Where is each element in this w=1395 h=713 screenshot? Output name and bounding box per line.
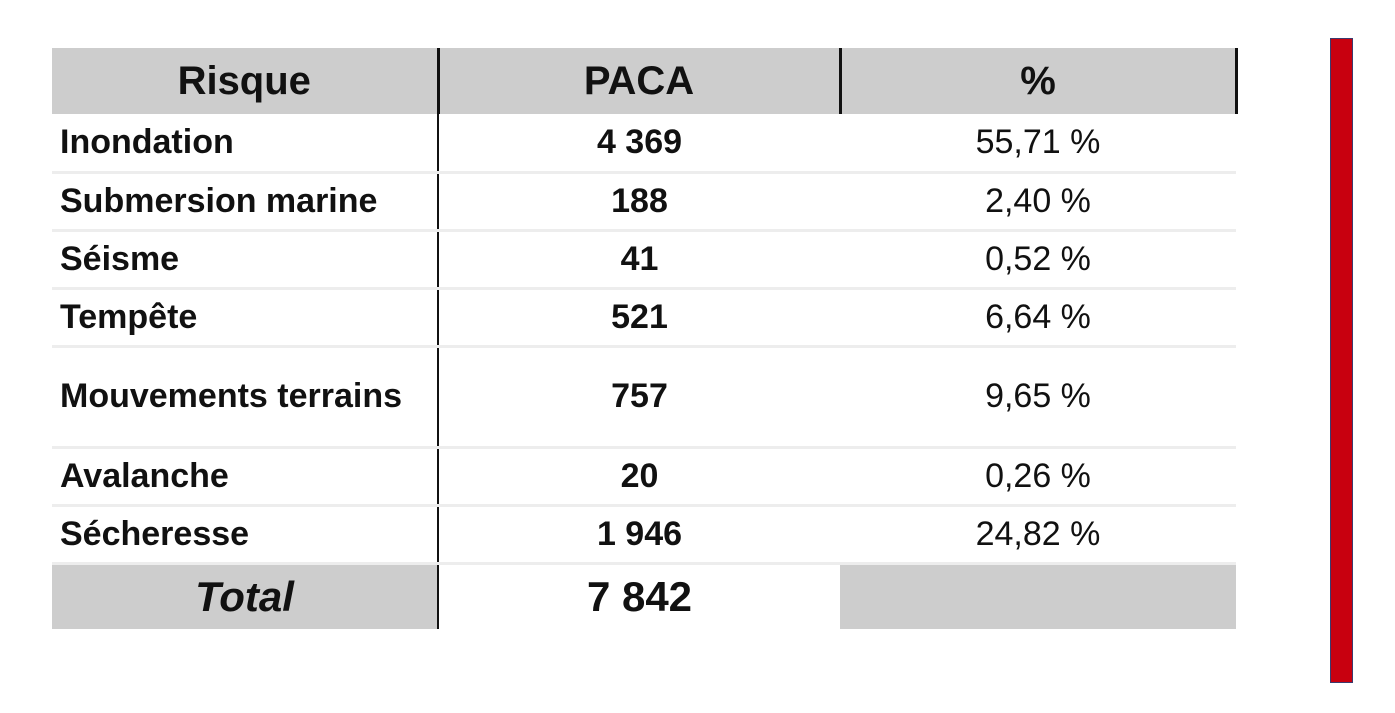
risk-name: Inondation xyxy=(52,114,438,172)
table-row xyxy=(52,447,1236,505)
risk-name: Séisme xyxy=(52,230,438,288)
risk-percent: 2,40 % xyxy=(840,172,1236,230)
risk-name: Tempête xyxy=(52,288,438,346)
total-label: Total xyxy=(52,563,438,629)
total-value: 7 842 xyxy=(438,563,840,629)
risk-value: 521 xyxy=(438,288,840,346)
header-risque: Risque xyxy=(52,48,438,114)
total-percent xyxy=(840,563,1236,629)
risk-name: Submersion marine xyxy=(52,172,438,230)
risk-value: 188 xyxy=(438,172,840,230)
risk-value: 4 369 xyxy=(438,114,840,172)
total-row xyxy=(52,563,1236,629)
risk-percent: 9,65 % xyxy=(840,346,1236,447)
header-row xyxy=(52,48,1236,114)
table-row xyxy=(52,505,1236,563)
risk-value: 757 xyxy=(438,346,840,447)
risk-value: 1 946 xyxy=(438,505,840,563)
table-row xyxy=(52,114,1236,172)
risk-name: Mouvements terrains xyxy=(52,346,438,447)
risk-value: 20 xyxy=(438,447,840,505)
accent-bar xyxy=(1330,38,1353,683)
table-row xyxy=(52,288,1236,346)
risk-percent: 6,64 % xyxy=(840,288,1236,346)
header-paca: PACA xyxy=(438,48,840,114)
risk-percent: 24,82 % xyxy=(840,505,1236,563)
risk-name: Avalanche xyxy=(52,447,438,505)
table-row xyxy=(52,172,1236,230)
risk-value: 41 xyxy=(438,230,840,288)
table-row xyxy=(52,346,1236,447)
risk-percent: 55,71 % xyxy=(840,114,1236,172)
header-percent: % xyxy=(840,48,1236,114)
risk-name: Sécheresse xyxy=(52,505,438,563)
risk-percent: 0,52 % xyxy=(840,230,1236,288)
table-row xyxy=(52,230,1236,288)
risk-table xyxy=(52,48,1238,629)
risk-percent: 0,26 % xyxy=(840,447,1236,505)
